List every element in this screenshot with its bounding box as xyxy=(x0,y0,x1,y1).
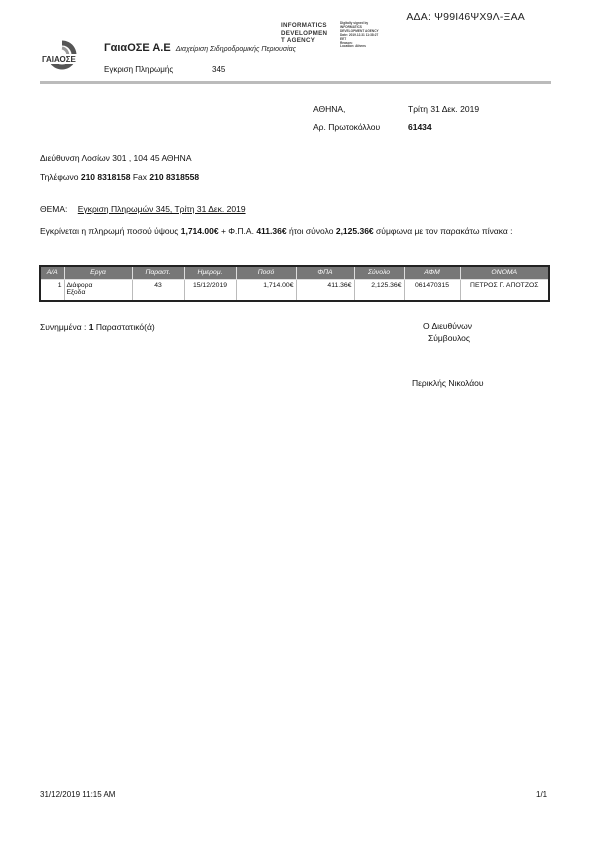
fax-number: 210 8318558 xyxy=(149,172,200,182)
ada-code: ΑΔΑ: Ψ99Ι46ΨΧ9Λ-ΞΑΑ xyxy=(406,11,525,23)
logo-icon xyxy=(42,40,82,70)
attachments-count: 1 xyxy=(88,322,94,332)
phone-number: 210 8318158 xyxy=(80,172,131,182)
cell-date: 15/12/2019 xyxy=(184,279,236,301)
footer-page-number: 1/1 xyxy=(536,790,548,799)
footer-timestamp: 31/12/2019 11:15 AM xyxy=(40,790,116,799)
stamp-line: T AGENCY xyxy=(281,37,316,45)
cell-poso: 1,714.00€ xyxy=(236,279,296,301)
company-title: ΓαιαΟΣΕ Α.Ε xyxy=(104,42,171,54)
signature-line: Date: 2019.12.31 11:38:27 xyxy=(340,32,379,37)
phone-label: Τηλέφωνο xyxy=(40,172,79,182)
protocol-label: Αρ. Πρωτοκόλλου xyxy=(313,122,381,132)
col-header-date: Ημερομ. xyxy=(184,266,236,279)
company-logo xyxy=(42,40,82,70)
approval-paragraph xyxy=(40,226,530,236)
subject-text: Εγκριση Πληρωμών 345, Τρίτη 31 Δεκ. 2019 xyxy=(77,204,246,214)
col-header-poso: Ποσό xyxy=(236,266,296,279)
signature-line: Reason: xyxy=(340,40,353,45)
body-text-part: σύμφωνα με τον παρακάτω πίνακα : xyxy=(376,226,513,236)
phone-fax-line xyxy=(40,172,199,182)
body-text-part: ήτοι σύνολο xyxy=(288,226,334,236)
fax-label: Fax xyxy=(132,172,148,182)
col-header-onoma: ΟΝΟΜΑ xyxy=(460,266,549,279)
stamp-line: INFORMATICS xyxy=(281,22,327,29)
document-date: Τρίτη 31 Δεκ. 2019 xyxy=(408,104,480,114)
col-header-fpa: ΦΠΑ xyxy=(296,266,354,279)
city: ΑΘΗΝΑ, xyxy=(313,104,346,114)
cell-fpa: 411.36€ xyxy=(296,279,354,301)
logo-text: ΓΑΙΑΟΣΕ xyxy=(42,55,76,64)
col-header-afm: ΑΦΜ xyxy=(404,266,460,279)
payment-table xyxy=(39,265,550,302)
attachments-label: Συνημμένα : xyxy=(40,322,87,332)
signature-line: Digitally signed by xyxy=(340,21,369,25)
total-value: 2,125.36€ xyxy=(335,226,374,236)
attachments-line xyxy=(40,322,155,332)
body-text-part: + Φ.Π.Α. xyxy=(220,226,254,236)
attachments-text: Παραστατικό(ά) xyxy=(95,322,155,332)
cell-erga-line: Διάφορα xyxy=(66,281,93,289)
company-subtitle: Διαχείριση Σιδηροδρομικής Περιουσίας xyxy=(175,46,297,53)
cell-parast: 43 xyxy=(132,279,184,301)
digital-signature-details xyxy=(340,22,379,49)
header-divider xyxy=(40,81,551,84)
col-header-synolo: Σύνολο xyxy=(354,266,404,279)
signature-line: DEVELOPMENT AGENCY xyxy=(340,28,379,33)
company-name xyxy=(104,42,296,54)
cell-aa: 1 xyxy=(40,279,64,301)
signature-line: INFORMATICS xyxy=(340,24,362,29)
table-header-row xyxy=(40,266,549,279)
stamp-line: DEVELOPMEN xyxy=(281,29,328,37)
signatory-name: Περικλής Νικολάου xyxy=(412,378,484,388)
protocol-number: 61434 xyxy=(408,122,432,132)
vat-value: 411.36€ xyxy=(256,226,287,236)
col-header-aa: Α/Α xyxy=(40,266,64,279)
approval-label: Εγκριση Πληρωμής xyxy=(104,65,174,74)
amount-value: 1,714.00€ xyxy=(180,226,219,236)
address: Διεύθυνση Λοσίων 301 , 104 45 ΑΘΗΝΑ xyxy=(40,153,192,163)
signature-line: EET xyxy=(340,36,347,41)
table-row xyxy=(40,279,549,301)
signature-line: Location: Athens xyxy=(340,44,366,49)
signatory-title: Ο Διευθύνων xyxy=(423,321,473,331)
body-text-part: Εγκρίνεται η πληρωμή ποσού ύψους xyxy=(40,226,179,236)
cell-synolo: 2,125.36€ xyxy=(354,279,404,301)
cell-erga xyxy=(64,279,132,301)
col-header-erga: Εργα xyxy=(64,266,132,279)
cell-erga-line: Εξοδα xyxy=(66,288,86,296)
approval-number: 345 xyxy=(212,65,226,74)
subject-label: ΘΕΜΑ: xyxy=(40,204,68,214)
cell-afm: 061470315 xyxy=(404,279,460,301)
cell-onoma: ΠΕΤΡΟΣ Γ. ΑΠΟΤΖΟΣ xyxy=(460,279,549,301)
signatory-title-2: Σύμβουλος xyxy=(428,333,471,343)
col-header-parast: Παραστ. xyxy=(132,266,184,279)
subject-line xyxy=(40,204,246,214)
